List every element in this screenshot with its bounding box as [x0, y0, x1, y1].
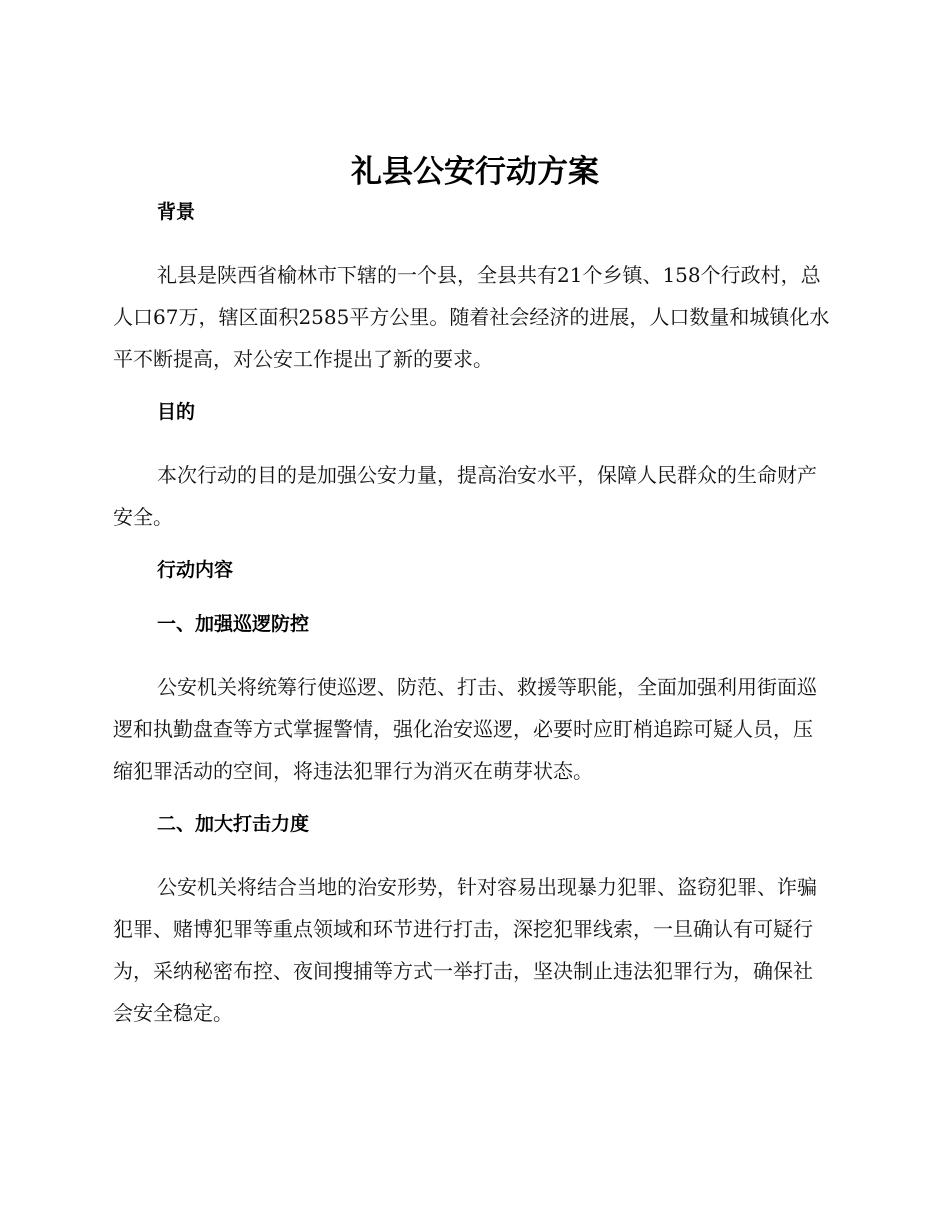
section-text-item2: 公安机关将结合当地的治安形势，针对容易出现暴力犯罪、盗窃犯罪、诈骗犯罪、赌博犯罪等重点领域和环节进行打击，深挖犯罪线索，一旦确认有可疑行为，采纳秘密布控、夜间搜捕等方式一举打击，坚决制止违法犯罪行为，确保社会安全稳定。 — [113, 875, 817, 1025]
section-heading-content: 行动内容 — [157, 559, 234, 581]
document-body — [113, 198, 831, 1034]
section-heading-purpose: 目的 — [157, 401, 196, 423]
section-text-background: 礼县是陕西省榆林市下辖的一个县，全县共有21个乡镇、158个行政村，总人口67万，辖区面积2585平方公里。随着社会经济的进展，人口数量和城镇化水平不断提高，对公安工作提出了新的要求。 — [113, 263, 830, 371]
section-heading-background: 背景 — [157, 201, 196, 223]
section-text-purpose: 本次行动的目的是加强公安力量，提高治安水平，保障人民群众的生命财产安全。 — [113, 463, 817, 529]
section-heading-item2: 二、加大打击力度 — [157, 813, 310, 835]
document-title: 礼县公安行动方案 — [351, 154, 599, 190]
section-text-item1: 公安机关将统筹行使巡逻、防范、打击、救援等职能，全面加强利用街面巡逻和执勤盘查等方式掌握警情，强化治安巡逻，必要时应盯梢追踪可疑人员，压缩犯罪活动的空间，将违法犯罪行为消灭在萌芽状态。 — [113, 675, 817, 783]
section-heading-item1: 一、加强巡逻防控 — [157, 613, 310, 635]
